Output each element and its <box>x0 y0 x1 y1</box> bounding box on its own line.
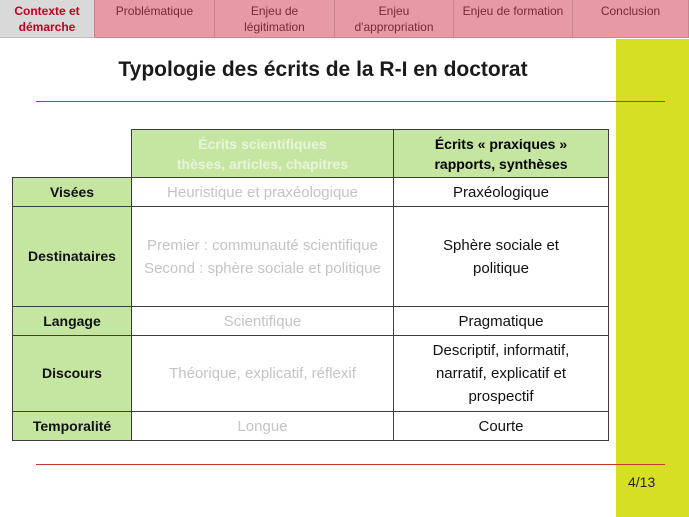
table-row <box>13 178 609 207</box>
row-header: Discours <box>13 336 132 412</box>
cell-praxic: Courte <box>394 412 609 441</box>
cell-praxic: Pragmatique <box>394 307 609 336</box>
title-divider <box>36 101 665 102</box>
cell-praxic: Sphère sociale et politique <box>394 207 609 307</box>
slide-title: Typologie des écrits de la R-I en doctorat <box>118 58 528 81</box>
tab-label: Enjeu de légitimation <box>244 4 305 34</box>
footer-divider <box>36 464 665 465</box>
cell-scientific: Premier : communauté scientifique Second : sphère sociale et politique <box>132 207 394 307</box>
typology-table <box>12 129 609 441</box>
tab-enjeu-legitimation[interactable] <box>215 0 335 38</box>
tab-label: Conclusion <box>600 4 661 18</box>
tab-label: Enjeu de formation <box>462 4 564 18</box>
row-header: Visées <box>13 178 132 207</box>
page-number: 4/13 <box>628 474 656 490</box>
tab-conclusion[interactable] <box>573 0 689 38</box>
header-row <box>13 130 609 178</box>
cell-praxic: Descriptif, informatif, narratif, explicatif et prospectif <box>394 336 609 412</box>
table-row <box>13 207 609 307</box>
col-header-line1: Écrits scientifiques <box>198 135 327 152</box>
cell-scientific: Scientifique <box>132 307 394 336</box>
section-nav <box>0 0 689 39</box>
cell-scientific: Longue <box>132 412 394 441</box>
tab-problematique[interactable] <box>95 0 215 38</box>
tab-label: Problématique <box>115 4 194 18</box>
table-row <box>13 307 609 336</box>
col-header-line1: Écrits « praxiques » <box>434 135 568 152</box>
row-header: Destinataires <box>13 207 132 307</box>
tab-label: Contexte et démarche <box>14 4 80 34</box>
tab-enjeu-appropriation[interactable] <box>335 0 454 38</box>
cell-scientific: Théorique, explicatif, réflexif <box>132 336 394 412</box>
col-header-line2: thèses, articles, chapitres <box>176 155 349 172</box>
cell-praxic: Praxéologique <box>394 178 609 207</box>
tab-enjeu-formation[interactable] <box>454 0 573 38</box>
row-header: Langage <box>13 307 132 336</box>
cell-scientific: Heuristique et praxéologique <box>132 178 394 207</box>
table-row <box>13 336 609 412</box>
row-header: Temporalité <box>13 412 132 441</box>
table-row <box>13 412 609 441</box>
col-header-praxic <box>394 130 609 178</box>
tab-label: Enjeu d'appropriation <box>354 4 434 34</box>
tab-contexte-demarche[interactable] <box>0 0 95 38</box>
col-header-scientific <box>132 130 394 178</box>
col-header-line2: rapports, synthèses <box>434 155 568 172</box>
accent-sidebar <box>616 39 689 517</box>
empty-corner-cell <box>13 130 132 178</box>
